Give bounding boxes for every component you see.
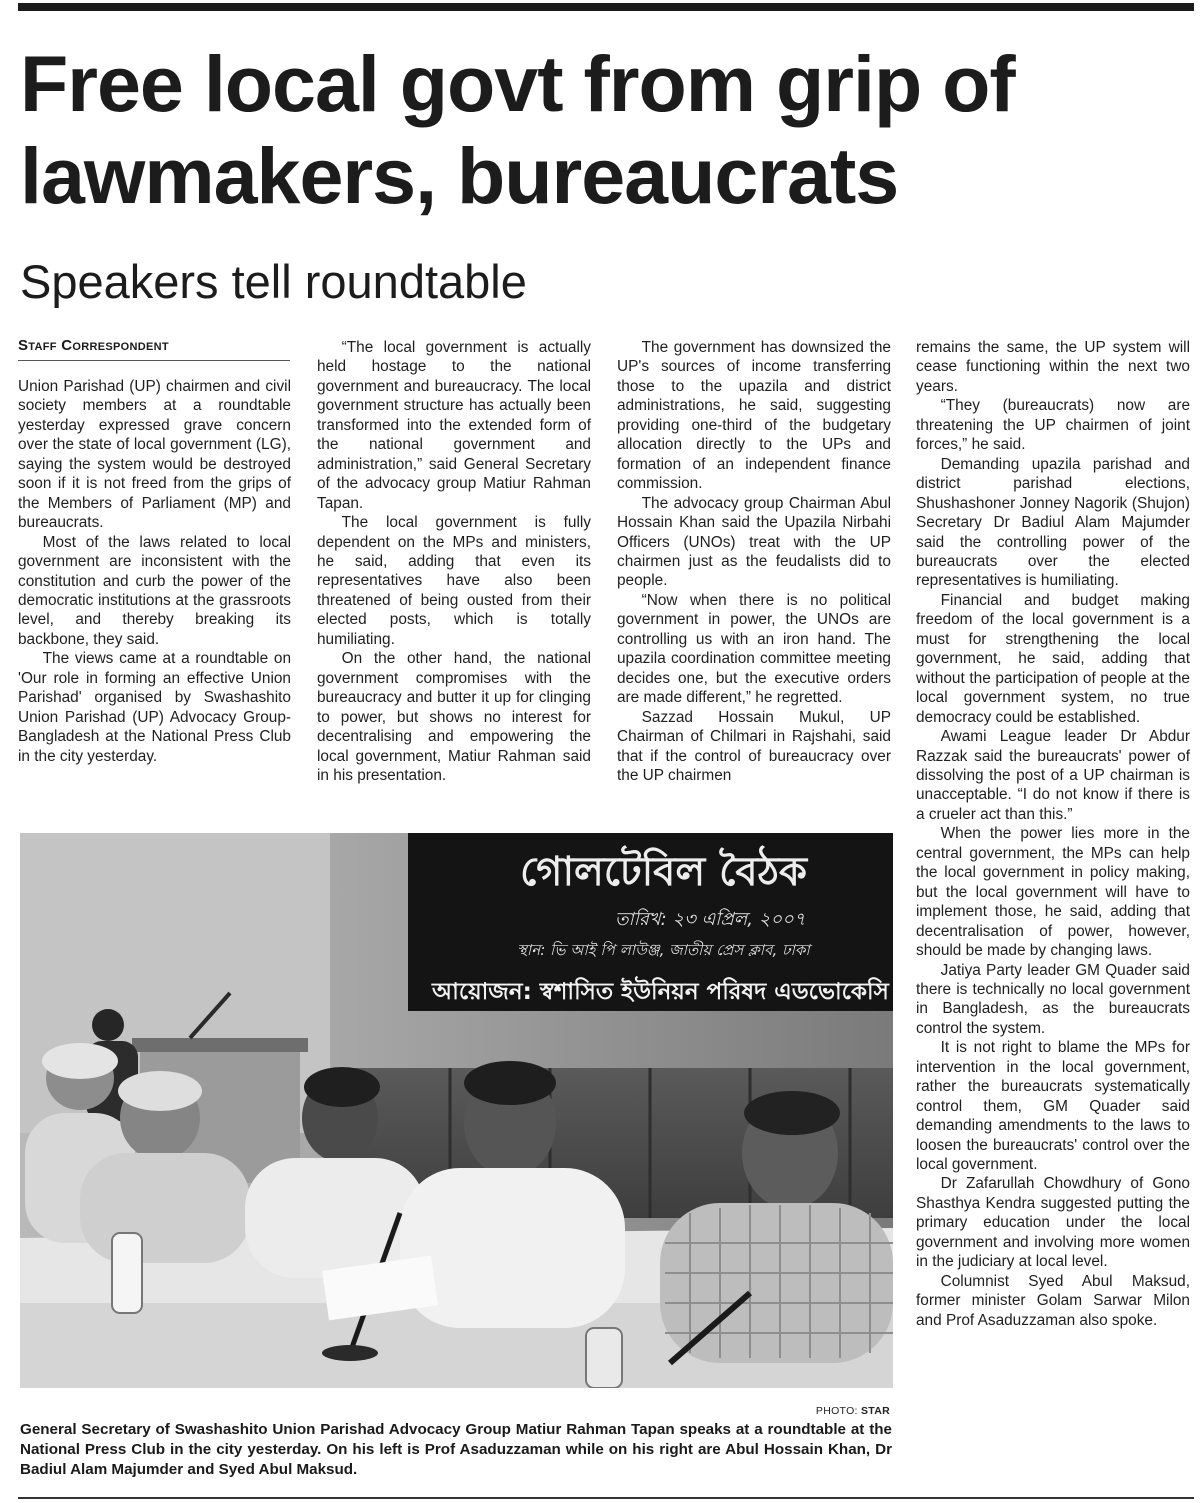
subheadline: Speakers tell roundtable (20, 255, 527, 308)
paragraph: Dr Zafarullah Chowdhury of Gono Shasthya Kendra suggested putting the primary education under the local government and involving more women in the judiciary at local level. (916, 1175, 1190, 1271)
news-photo (20, 833, 893, 1388)
water-bottle (112, 1233, 142, 1313)
byline (18, 337, 290, 361)
paragraph: Sazzad Hossain Mukul, UP Chairman of Chilmari in Rajshahi, said that if the control of bureaucracy over the UP chairmen (617, 708, 891, 784)
photo-credit (760, 1405, 890, 1417)
paragraph: remains the same, the UP system will cease functioning within the next two years. (916, 339, 1190, 395)
person-2-body (80, 1153, 250, 1263)
article-column-2 (317, 338, 591, 785)
paragraph: Demanding upazila parishad and district parishad elections, Shushashoner Jonney Nagorik (Shujon) Secretary Dr Badiul Alam Majumder said the controlling power of the bureaucrats over the elected representatives is humiliating. (916, 455, 1190, 590)
paragraph: Union Parishad (UP) chairmen and civil society members at a roundtable yesterday expressed grave concern over the state of local government (LG), saying the system would be destroyed soon if it is not freed from the grips of the Members of Parliament (MP) and bureaucrats. (18, 378, 291, 532)
microphone-center-base (322, 1345, 378, 1361)
paragraph: The views came at a roundtable on 'Our role in forming an effective Union Parishad' organised by Swashashito Union Parishad (UP) Advocacy Group-Bangladesh at the National Press Club in the city yesterday. (18, 650, 291, 765)
photo-credit-prefix: PHOTO: (815, 1405, 861, 1417)
paragraph: Financial and budget making freedom of the local government is a must for strengthening the local government, he said, adding that without the participation of people at the local government system, no true democracy could be established. (916, 591, 1190, 726)
photo-illustration (20, 833, 893, 1388)
photo-caption: General Secretary of Swashashito Union Parishad Advocacy Group Matiur Rahman Tapan speaks at a roundtable at the National Press Club in the city yesterday. On his left is Prof Asaduzzaman while on his right are Abul Hossain Khan, Dr Badiul Alam Majumder and Syed Abul Maksud. (20, 1421, 892, 1478)
bottom-rule (18, 1497, 1194, 1499)
paragraph: On the other hand, the national government compromises with the bureaucracy and butter it up for clinging to power, but shows no interest for decentralising and empowering the local government, Matiur Rahman said in his presentation. (317, 650, 591, 784)
paragraph: The government has downsized the UP's sources of income transferring those to the upazila and district administrations, he said, suggesting providing one-third of the budgetary allocation directly to the UPs and formation of an independent finance commission. (617, 339, 891, 493)
person-4-hair (464, 1061, 556, 1105)
paragraph: Awami League leader Dr Abdur Razzak said the bureaucrats' power of dissolving the post of a UP chairman is unacceptable. “I do not know if there is a crueler act than this.” (916, 728, 1190, 823)
paragraph: Columnist Syed Abul Maksud, former minister Golam Sarwar Milon and Prof Asaduzzaman also spoke. (916, 1272, 1190, 1329)
lectern-top (132, 1038, 308, 1052)
paragraph: “The local government is actually held hostage to the national government and bureaucracy. The local government structure has actually been transformed into the extended form of the national government and administration,” said General Secretary of the advocacy group Matiur Rahman Tapan. (317, 339, 591, 512)
article-column-1 (18, 377, 291, 766)
paragraph: When the power lies more in the central government, the MPs can help the local government in policy making, but the local government will have to implement those, he said, adding that decentralisation of power, however, should be made by changing laws. (916, 825, 1190, 960)
paragraph: It is not right to blame the MPs for intervention in the local government, rather the bureaucrats systematically control them, GM Quader said demanding amendments to the laws to loosen the bureaucrats' control over the local government. (916, 1039, 1190, 1174)
top-rule (18, 3, 1194, 11)
headline: Free local govt from grip of lawmakers, bureaucrats (20, 39, 1015, 220)
person-background-head (92, 1009, 124, 1041)
paragraph: “Now when there is no political government in power, the UNOs are controlling us with an iron hand. The upazila coordination committee meeting decides one, but the executive orders are made different,” he regretted. (617, 591, 891, 707)
paragraph: Most of the laws related to local government are inconsistent with the constitution and curb the power of the democratic institutions at the grassroots level, and thereby breaking its backbone, they said. (18, 533, 291, 648)
banner-organiser: আয়োজন: স্বশাসিত ইউনিয়ন পরিষদ এডভোকেসি (432, 979, 889, 1005)
banner-date: তারিখ: ২৩ এপ্রিল, ২০০৭ (615, 909, 806, 930)
person-1-hair (42, 1043, 118, 1079)
paragraph: The advocacy group Chairman Abul Hossain Khan said the Upazila Nirbahi Officers (UNOs) treat with the UP chairmen just as the feudalists did to people. (617, 494, 891, 590)
person-5-hair (744, 1091, 840, 1135)
paragraph: “They (bureaucrats) now are threatening the UP chairmen of joint forces,” he said. (916, 397, 1190, 454)
banner-title: গোলটেবিল বৈঠক (520, 849, 807, 895)
article-column-3 (617, 338, 891, 785)
person-3-hair (304, 1067, 380, 1107)
paragraph: Jatiya Party leader GM Quader said there is technically no local government in Bangladesh, as the bureaucrats control the system. (916, 961, 1190, 1037)
article-column-4 (916, 338, 1190, 1330)
person-2-hair (118, 1071, 202, 1111)
banner-venue: স্থান: ভি আই পি লাউঞ্জ, জাতীয় প্রেস ক্লাব, ঢাকা (517, 941, 810, 959)
photo-credit-source: STAR (860, 1405, 890, 1417)
paragraph: The local government is fully dependent on the MPs and ministers, he said, adding that even its representatives have also been threatened of being ousted from their elected posts, which is totally humiliating. (317, 514, 591, 648)
byline-text: Staff Correspondent (18, 337, 169, 354)
water-bottle-right (586, 1328, 622, 1388)
